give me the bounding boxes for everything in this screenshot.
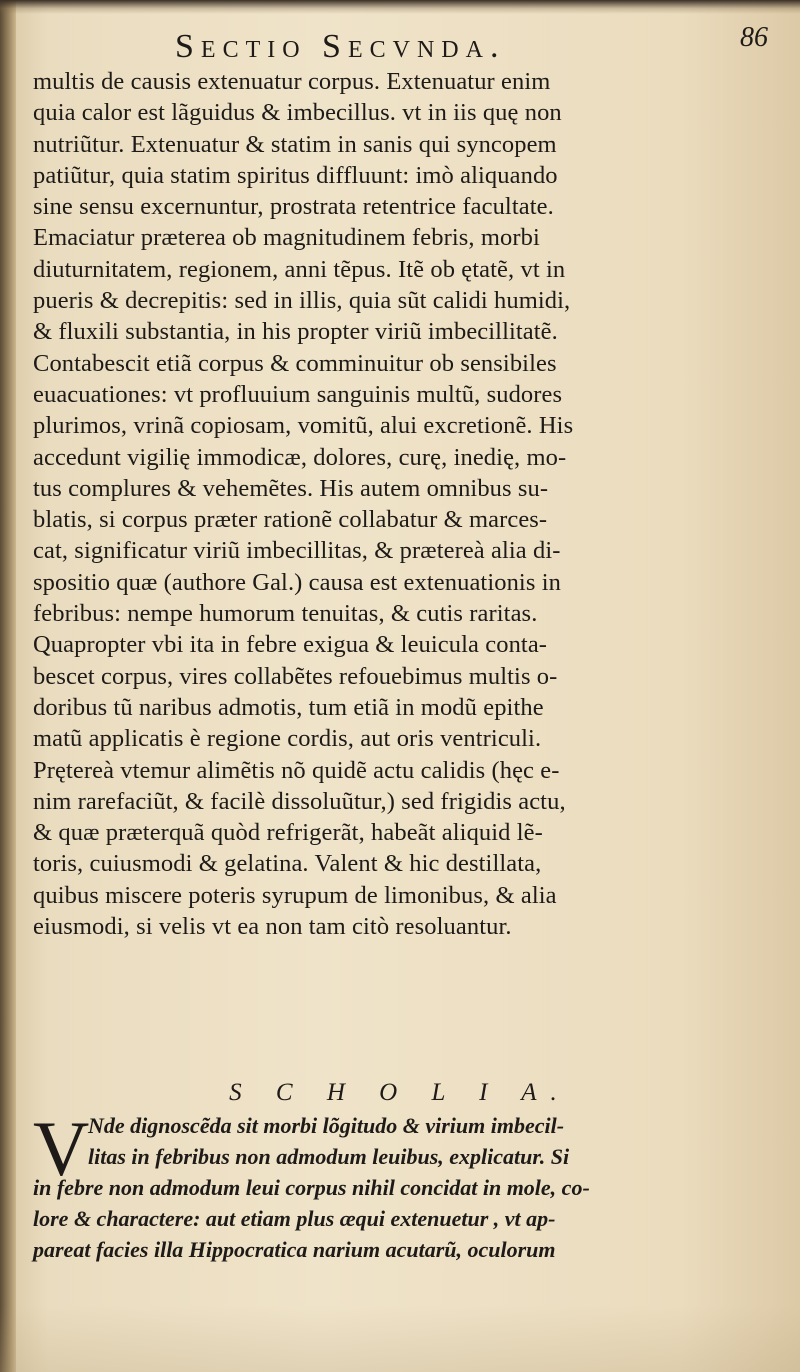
text-line: nim rarefaciũt, & facilè dissoluũtur,) sed frigidis actu,	[33, 787, 566, 815]
text-line: quibus miscere poteris syrupum de limonibus, & alia	[33, 881, 557, 909]
text-line: euacuationes: vt profluuium sanguinis multũ, sudores	[33, 380, 563, 408]
page-bottom-margin	[0, 1305, 800, 1372]
text-line: accedunt vigilię immodicæ, dolores, curę, inedię, mo-	[33, 443, 567, 471]
text-line: spositio quæ (authore Gal.) causa est extenuationis in	[33, 568, 561, 596]
text-line: sine sensu excernuntur, prostrata retentrice facultate.	[33, 193, 554, 221]
text-line: multis de causis extenuatur corpus. Extenuatur enim	[33, 68, 551, 95]
binding-gutter	[0, 0, 16, 1372]
text-line: quia calor est lãguidus & imbecillus. vt in iis quę non	[33, 99, 562, 127]
drop-cap: V	[33, 1105, 90, 1192]
scholia-line: lore & charactere: aut etiam plus æqui extenuetur , vt ap-	[33, 1206, 556, 1231]
text-line: & fluxili substantia, in his propter viriũ imbecillitatẽ.	[33, 318, 558, 346]
text-line: eiusmodi, si velis vt ea non tam citò resoluantur.	[33, 913, 512, 941]
page-number: 86	[740, 22, 768, 53]
scholia-line: Nde dignoscẽda sit morbi lõgitudo & virium imbecil-	[88, 1113, 565, 1138]
scholia-line: litas in febribus non admodum leuibus, explicatur. Si	[88, 1144, 570, 1169]
scholia-line: in febre non admodum leui corpus nihil concidat in mole, co-	[33, 1175, 590, 1200]
text-line: cat, significatur viriũ imbecillitas, & prætereà alia di-	[33, 537, 561, 565]
running-head: Sectio Secvnda.	[175, 28, 506, 65]
text-line: Prętereà vtemur alimẽtis nõ quidẽ actu calidis (hęc e-	[33, 756, 560, 784]
text-line: bescet corpus, vires collabẽtes refouebimus multis o-	[33, 662, 558, 690]
text-line: febribus: nempe humorum tenuitas, & cutis raritas.	[33, 600, 538, 628]
scholia-line: pareat facies illa Hippocratica narium acutarũ, oculorum	[33, 1237, 556, 1262]
text-line: patiũtur, quia statim spiritus diffluunt: imò aliquando	[33, 161, 558, 189]
text-line: diuturnitatem, regionem, anni tẽpus. Itẽ ob ętatẽ, vt in	[33, 255, 566, 283]
text-line: doribus tũ naribus admotis, tum etiã in modũ epithe	[33, 693, 544, 721]
text-line: pueris & decrepitis: sed in illis, quia sũt calidi humidi,	[33, 287, 571, 315]
text-line: Contabescit etiã corpus & comminuitur ob sensibiles	[33, 349, 557, 377]
page-header	[30, 18, 770, 68]
text-line: nutriũtur. Extenuatur & statim in sanis qui syncopem	[33, 130, 557, 158]
scholia-heading: S C H O L I A.	[229, 1079, 571, 1106]
main-text-block	[33, 66, 763, 942]
text-line: & quæ præterquã quòd refrigerãt, habeãt aliquid lẽ-	[33, 819, 543, 847]
text-line: blatis, si corpus præter rationẽ collabatur & marces-	[33, 506, 548, 534]
text-line: tus complures & vehemẽtes. His autem omnibus su-	[33, 474, 549, 502]
page-top-edge	[0, 0, 800, 14]
text-line: toris, cuiusmodi & gelatina. Valent & hic destillata,	[33, 850, 542, 878]
text-line: Emaciatur præterea ob magnitudinem febris, morbi	[33, 224, 540, 252]
text-line: matũ applicatis è regione cordis, aut oris ventriculi.	[33, 725, 542, 753]
text-line: Quapropter vbi ita in febre exigua & leuicula conta-	[33, 631, 548, 659]
scholia-block	[33, 1105, 768, 1310]
text-line: plurimos, vrinã copiosam, vomitũ, alui excretionẽ. His	[33, 412, 574, 440]
